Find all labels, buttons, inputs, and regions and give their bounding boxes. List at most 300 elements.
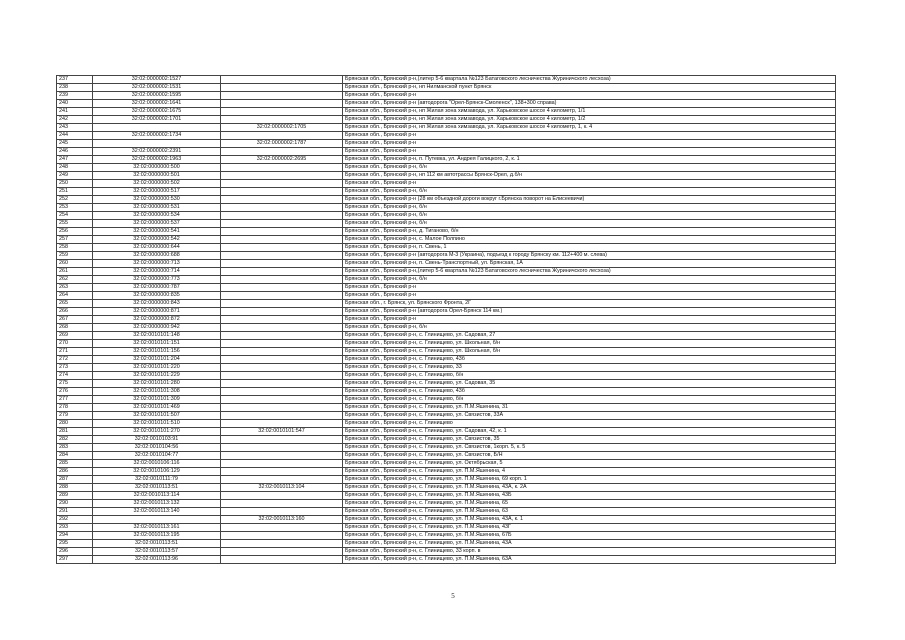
address-cell: Брянская обл., Брянский р-н, с. Глинищево, ул. П.М.Яшенина, 43А, к. 1 xyxy=(343,516,836,524)
table-row xyxy=(57,468,836,476)
cadastral-number-cell: 32:02:0010113:51 xyxy=(93,484,221,492)
table-row xyxy=(57,308,836,316)
row-number-cell: 258 xyxy=(57,244,93,252)
cadastral-number-cell: 32:02:0000000:530 xyxy=(93,196,221,204)
cadastral-number-cell: 32:02:0010113:57 xyxy=(93,548,221,556)
linked-cadastral-number-cell xyxy=(221,332,343,340)
linked-cadastral-number-cell xyxy=(221,260,343,268)
table-row xyxy=(57,124,836,132)
address-cell: Брянская обл., Брянский р-н, б/н xyxy=(343,212,836,220)
table-row xyxy=(57,316,836,324)
row-number-cell: 257 xyxy=(57,236,93,244)
table-row xyxy=(57,532,836,540)
cadastral-number-cell: 32:02:0010101:229 xyxy=(93,372,221,380)
table-row xyxy=(57,268,836,276)
cadastral-number-cell: 32:02:0010101:151 xyxy=(93,340,221,348)
address-cell: Брянская обл., Брянский р-н, с. Глинищево, 33 xyxy=(343,364,836,372)
cadastral-number-cell: 32:02:0000002:1595 xyxy=(93,92,221,100)
row-number-cell: 275 xyxy=(57,380,93,388)
table-row xyxy=(57,444,836,452)
row-number-cell: 285 xyxy=(57,460,93,468)
row-number-cell: 280 xyxy=(57,420,93,428)
table-row xyxy=(57,500,836,508)
row-number-cell: 262 xyxy=(57,276,93,284)
table-row xyxy=(57,172,836,180)
linked-cadastral-number-cell xyxy=(221,372,343,380)
address-cell: Брянская обл., Брянский р-н,(литер 5-6 квартала №123 Батаговского лесничества Журиничского лесхоза) xyxy=(343,76,836,84)
table-row xyxy=(57,84,836,92)
linked-cadastral-number-cell xyxy=(221,476,343,484)
address-cell: Брянская обл., Брянский р-н, с. Глинищево, б/н xyxy=(343,372,836,380)
cadastral-number-cell: 32:02:0010101:270 xyxy=(93,428,221,436)
address-cell: Брянская обл., Брянский р-н, п. Свень, 1 xyxy=(343,244,836,252)
cadastral-number-cell: 32:02:0000000:713 xyxy=(93,260,221,268)
row-number-cell: 272 xyxy=(57,356,93,364)
row-number-cell: 284 xyxy=(57,452,93,460)
linked-cadastral-number-cell xyxy=(221,268,343,276)
cadastral-number-cell: 32:02:0000002:2391 xyxy=(93,148,221,156)
address-cell: Брянская обл., Брянский р-н, нп Жилая зона химзавода, ул. Харьковское шоссе 4 километр, 1, к. 4 xyxy=(343,124,836,132)
table-row xyxy=(57,460,836,468)
row-number-cell: 287 xyxy=(57,476,93,484)
linked-cadastral-number-cell xyxy=(221,324,343,332)
row-number-cell: 286 xyxy=(57,468,93,476)
linked-cadastral-number-cell: 32:02:0010101:547 xyxy=(221,428,343,436)
address-cell: Брянская обл., Брянский р-н, с. Глинищево, ул. П.М.Яшенина, 43Б xyxy=(343,492,836,500)
address-cell: Брянская обл., Брянский р-н (автодорога Орел-Брянск 114 км.) xyxy=(343,308,836,316)
row-number-cell: 256 xyxy=(57,228,93,236)
linked-cadastral-number-cell xyxy=(221,220,343,228)
linked-cadastral-number-cell xyxy=(221,132,343,140)
address-cell: Брянская обл., Брянский р-н, с. Глинищево, ул. Связистов, 35 xyxy=(343,436,836,444)
cadastral-number-cell: 32:02:0000000:502 xyxy=(93,180,221,188)
address-cell: Брянская обл., Брянский р-н, с. Глинищево, ул. Связистов, Б/Н xyxy=(343,452,836,460)
cadastral-number-cell: 32:02:0010101:156 xyxy=(93,348,221,356)
registry-table-body xyxy=(57,76,836,564)
cadastral-number-cell: 32:02:0010106:129 xyxy=(93,468,221,476)
table-row xyxy=(57,516,836,524)
linked-cadastral-number-cell xyxy=(221,388,343,396)
linked-cadastral-number-cell xyxy=(221,404,343,412)
address-cell: Брянская обл., Брянский р-н, с. Глинищево, ул. Связистов, 33А xyxy=(343,412,836,420)
table-row xyxy=(57,212,836,220)
address-cell: Брянская обл., Брянский р-н, с. Глинищево, 43б xyxy=(343,356,836,364)
table-row xyxy=(57,524,836,532)
cadastral-number-cell: 32:02:0000000:843 xyxy=(93,300,221,308)
linked-cadastral-number-cell: 32:02:0000002:2695 xyxy=(221,156,343,164)
row-number-cell: 269 xyxy=(57,332,93,340)
table-row xyxy=(57,380,836,388)
linked-cadastral-number-cell xyxy=(221,500,343,508)
linked-cadastral-number-cell: 32:02:0000002:1787 xyxy=(221,140,343,148)
cadastral-number-cell: 32:02:0000002:1527 xyxy=(93,76,221,84)
linked-cadastral-number-cell xyxy=(221,396,343,404)
table-row xyxy=(57,148,836,156)
table-row xyxy=(57,372,836,380)
linked-cadastral-number-cell xyxy=(221,468,343,476)
linked-cadastral-number-cell xyxy=(221,212,343,220)
address-cell: Брянская обл., Брянский р-н, п. Путевка, ул. Андрея Галицкого, 2, к. 1 xyxy=(343,156,836,164)
cadastral-number-cell: 32:02:0000002:1734 xyxy=(93,132,221,140)
linked-cadastral-number-cell xyxy=(221,164,343,172)
cadastral-number-cell: 32:02:0010104:77 xyxy=(93,452,221,460)
address-cell: Брянская обл., Брянский р-н xyxy=(343,92,836,100)
linked-cadastral-number-cell: 32:02:0010113:160 xyxy=(221,516,343,524)
linked-cadastral-number-cell xyxy=(221,316,343,324)
cadastral-number-cell: 32:02:0000000:942 xyxy=(93,324,221,332)
address-cell: Брянская обл., Брянский р-н (автодорога "Орел-Брянск-Смоленск", 138+300 справа) xyxy=(343,100,836,108)
linked-cadastral-number-cell xyxy=(221,532,343,540)
address-cell: Брянская обл., Брянский р-н,(литер 5-6 квартала №123 Батаговского лесничества Журиничского лесхоза) xyxy=(343,268,836,276)
table-row xyxy=(57,292,836,300)
table-row xyxy=(57,508,836,516)
table-row xyxy=(57,180,836,188)
table-row xyxy=(57,92,836,100)
address-cell: Брянская обл., Брянский р-н, с. Глинищево, 43б xyxy=(343,388,836,396)
row-number-cell: 290 xyxy=(57,500,93,508)
linked-cadastral-number-cell xyxy=(221,436,343,444)
table-row xyxy=(57,132,836,140)
cadastral-number-cell: 32:02:0000000:835 xyxy=(93,292,221,300)
address-cell: Брянская обл., Брянский р-н, д. Тиганово, б/н xyxy=(343,228,836,236)
linked-cadastral-number-cell xyxy=(221,244,343,252)
table-row xyxy=(57,244,836,252)
linked-cadastral-number-cell xyxy=(221,308,343,316)
table-row xyxy=(57,452,836,460)
linked-cadastral-number-cell xyxy=(221,148,343,156)
row-number-cell: 248 xyxy=(57,164,93,172)
address-cell: Брянская обл., Брянский р-н, б/н xyxy=(343,324,836,332)
row-number-cell: 261 xyxy=(57,268,93,276)
cadastral-number-cell: 32:02:0010113:51 xyxy=(93,540,221,548)
row-number-cell: 249 xyxy=(57,172,93,180)
table-row xyxy=(57,324,836,332)
row-number-cell: 296 xyxy=(57,548,93,556)
table-row xyxy=(57,420,836,428)
address-cell: Брянская обл., Брянский р-н (автодорога М-3 (Украина), подъезд к городу Брянску км. 112+400 м. слева) xyxy=(343,252,836,260)
table-row xyxy=(57,260,836,268)
table-row xyxy=(57,436,836,444)
address-cell: Брянская обл., Брянский р-н, нп 112 км автотрассы Брянск-Орел, д.б/н xyxy=(343,172,836,180)
cadastral-number-cell: 32:02:0000000:871 xyxy=(93,308,221,316)
address-cell: Брянская обл., Брянский р-н, б/н xyxy=(343,164,836,172)
table-row xyxy=(57,348,836,356)
address-cell: Брянская обл., Брянский р-н, с. Глинищево, ул. П.М.Яшенина, 31 xyxy=(343,404,836,412)
cadastral-number-cell: 32:02:0010113:114 xyxy=(93,492,221,500)
cadastral-number-cell: 32:02:0010113:161 xyxy=(93,524,221,532)
row-number-cell: 292 xyxy=(57,516,93,524)
row-number-cell: 283 xyxy=(57,444,93,452)
table-row xyxy=(57,276,836,284)
table-row xyxy=(57,236,836,244)
linked-cadastral-number-cell xyxy=(221,84,343,92)
linked-cadastral-number-cell xyxy=(221,356,343,364)
row-number-cell: 247 xyxy=(57,156,93,164)
linked-cadastral-number-cell xyxy=(221,444,343,452)
address-cell: Брянская обл., Брянский р-н, с. Глинищево, ул. П.М.Яшенина, 63А xyxy=(343,556,836,564)
linked-cadastral-number-cell xyxy=(221,548,343,556)
cadastral-number-cell: 32:02:0010101:280 xyxy=(93,380,221,388)
cadastral-number-cell: 32:02:0010103:91 xyxy=(93,436,221,444)
row-number-cell: 246 xyxy=(57,148,93,156)
row-number-cell: 268 xyxy=(57,324,93,332)
row-number-cell: 243 xyxy=(57,124,93,132)
linked-cadastral-number-cell xyxy=(221,204,343,212)
row-number-cell: 237 xyxy=(57,76,93,84)
cadastral-number-cell: 32:02:0010113:132 xyxy=(93,500,221,508)
address-cell: Брянская обл., Брянский р-н, с. Глинищево, ул. П.М.Яшенина, 67Б xyxy=(343,532,836,540)
linked-cadastral-number-cell xyxy=(221,276,343,284)
row-number-cell: 242 xyxy=(57,116,93,124)
linked-cadastral-number-cell xyxy=(221,116,343,124)
row-number-cell: 267 xyxy=(57,316,93,324)
linked-cadastral-number-cell xyxy=(221,556,343,564)
address-cell: Брянская обл., Брянский р-н, с. Глинищево xyxy=(343,420,836,428)
address-cell: Брянская обл., Брянский р-н, с. Глинищево, ул. П.М.Яшенина, 69 корп. 1 xyxy=(343,476,836,484)
address-cell: Брянская обл., Брянский р-н xyxy=(343,148,836,156)
cadastral-number-cell: 32:02:0000000:541 xyxy=(93,228,221,236)
row-number-cell: 266 xyxy=(57,308,93,316)
row-number-cell: 240 xyxy=(57,100,93,108)
row-number-cell: 281 xyxy=(57,428,93,436)
address-cell: Брянская обл., Брянский р-н, с. Глинищево, б/н xyxy=(343,396,836,404)
row-number-cell: 245 xyxy=(57,140,93,148)
row-number-cell: 297 xyxy=(57,556,93,564)
linked-cadastral-number-cell xyxy=(221,284,343,292)
cadastral-number-cell: 32:02:0000000:517 xyxy=(93,188,221,196)
table-row xyxy=(57,228,836,236)
address-cell: Брянская обл., Брянский р-н, нп Жилая зона химзавода, ул. Харьковское шоссе 4 километр, 1/2 xyxy=(343,116,836,124)
page-number: 5 xyxy=(451,592,455,600)
address-cell: Брянская обл., Брянский р-н, с. Глинищево, ул. Садовая, 42, к. 1 xyxy=(343,428,836,436)
table-row xyxy=(57,340,836,348)
table-row xyxy=(57,76,836,84)
cadastral-number-cell: 32:02:0010101:308 xyxy=(93,388,221,396)
linked-cadastral-number-cell xyxy=(221,252,343,260)
cadastral-number-cell: 32:02:0010101:220 xyxy=(93,364,221,372)
row-number-cell: 251 xyxy=(57,188,93,196)
table-row xyxy=(57,220,836,228)
address-cell: Брянская обл., Брянский р-н, с. Глинищево, ул. П.М.Яшенина, 63 xyxy=(343,508,836,516)
address-cell: Брянская обл., Брянский р-н, б/н xyxy=(343,204,836,212)
table-row xyxy=(57,252,836,260)
row-number-cell: 254 xyxy=(57,212,93,220)
table-row xyxy=(57,164,836,172)
row-number-cell: 260 xyxy=(57,260,93,268)
row-number-cell: 277 xyxy=(57,396,93,404)
row-number-cell: 238 xyxy=(57,84,93,92)
row-number-cell: 250 xyxy=(57,180,93,188)
address-cell: Брянская обл., Брянский р-н xyxy=(343,140,836,148)
linked-cadastral-number-cell xyxy=(221,452,343,460)
cadastral-number-cell: 32:02:0010101:469 xyxy=(93,404,221,412)
linked-cadastral-number-cell xyxy=(221,524,343,532)
cadastral-number-cell: 32:02:0000000:714 xyxy=(93,268,221,276)
linked-cadastral-number-cell xyxy=(221,340,343,348)
address-cell: Брянская обл., Брянский р-н, с. Глинищево, ул. П.М.Яшенина, 43А xyxy=(343,540,836,548)
row-number-cell: 241 xyxy=(57,108,93,116)
cadastral-number-cell: 32:02:0000000:501 xyxy=(93,172,221,180)
table-row xyxy=(57,188,836,196)
linked-cadastral-number-cell xyxy=(221,492,343,500)
linked-cadastral-number-cell xyxy=(221,420,343,428)
address-cell: Брянская обл., г. Брянск, ул. Брянского Фронта, 2Г xyxy=(343,300,836,308)
table-row xyxy=(57,196,836,204)
table-row xyxy=(57,108,836,116)
cadastral-number-cell: 32:02:0010111:79 xyxy=(93,476,221,484)
linked-cadastral-number-cell xyxy=(221,292,343,300)
cadastral-number-cell xyxy=(93,140,221,148)
address-cell: Брянская обл., Брянский р-н, с. Глинищево, 33 корп. в xyxy=(343,548,836,556)
cadastral-number-cell: 32:02:0000000:542 xyxy=(93,236,221,244)
linked-cadastral-number-cell xyxy=(221,172,343,180)
cadastral-number-cell: 32:02:0000002:1531 xyxy=(93,84,221,92)
table-row xyxy=(57,484,836,492)
row-number-cell: 289 xyxy=(57,492,93,500)
table-row xyxy=(57,332,836,340)
address-cell: Брянская обл., Брянский р-н, с. Глинищево, ул. П.М.Яшенина, 43Г xyxy=(343,524,836,532)
cadastral-number-cell: 32:02:0010101:148 xyxy=(93,332,221,340)
row-number-cell: 294 xyxy=(57,532,93,540)
cadastral-number-cell: 32:02:0000002:1963 xyxy=(93,156,221,164)
row-number-cell: 252 xyxy=(57,196,93,204)
address-cell: Брянская обл., Брянский р-н, с. Глинищево, ул. П.М.Яшенина, 43А, к. 2А xyxy=(343,484,836,492)
address-cell: Брянская обл., Брянский р-н, б/н xyxy=(343,188,836,196)
table-row xyxy=(57,540,836,548)
table-row xyxy=(57,548,836,556)
address-cell: Брянская обл., Брянский р-н, с. Глинищево, ул. Школьная, б/н xyxy=(343,348,836,356)
table-row xyxy=(57,356,836,364)
linked-cadastral-number-cell xyxy=(221,540,343,548)
row-number-cell: 293 xyxy=(57,524,93,532)
linked-cadastral-number-cell xyxy=(221,364,343,372)
row-number-cell: 253 xyxy=(57,204,93,212)
address-cell: Брянская обл., Брянский р-н, с. Глинищево, ул. П.М.Яшенина, 4 xyxy=(343,468,836,476)
table-row xyxy=(57,428,836,436)
cadastral-number-cell: 32:02:0010113:96 xyxy=(93,556,221,564)
cadastral-number-cell: 32:02:0000000:500 xyxy=(93,164,221,172)
row-number-cell: 274 xyxy=(57,372,93,380)
table-row xyxy=(57,284,836,292)
cadastral-number-cell: 32:02:0000002:1701 xyxy=(93,116,221,124)
row-number-cell: 276 xyxy=(57,388,93,396)
address-cell: Брянская обл., Брянский р-н, б/н xyxy=(343,220,836,228)
table-row xyxy=(57,100,836,108)
row-number-cell: 265 xyxy=(57,300,93,308)
cadastral-number-cell: 32:02:0010101:204 xyxy=(93,356,221,364)
cadastral-number-cell: 32:02:0000000:787 xyxy=(93,284,221,292)
row-number-cell: 264 xyxy=(57,292,93,300)
row-number-cell: 255 xyxy=(57,220,93,228)
cadastral-number-cell: 32:02:0010101:507 xyxy=(93,412,221,420)
row-number-cell: 239 xyxy=(57,92,93,100)
cadastral-number-cell: 32:02:0010101:510 xyxy=(93,420,221,428)
table-row xyxy=(57,116,836,124)
linked-cadastral-number-cell xyxy=(221,508,343,516)
address-cell: Брянская обл., Брянский р-н xyxy=(343,180,836,188)
row-number-cell: 282 xyxy=(57,436,93,444)
table-row xyxy=(57,364,836,372)
registry-table xyxy=(56,75,836,564)
address-cell: Брянская обл., Брянский р-н, с. Глинищево, ул. Школьная, б/н xyxy=(343,340,836,348)
table-row xyxy=(57,556,836,564)
cadastral-number-cell: 32:02:0010106:116 xyxy=(93,460,221,468)
address-cell: Брянская обл., Брянский р-н xyxy=(343,316,836,324)
row-number-cell: 271 xyxy=(57,348,93,356)
table-row xyxy=(57,204,836,212)
cadastral-number-cell: 32:02:0010104:56 xyxy=(93,444,221,452)
cadastral-number-cell xyxy=(93,516,221,524)
table-row xyxy=(57,476,836,484)
row-number-cell: 259 xyxy=(57,252,93,260)
linked-cadastral-number-cell xyxy=(221,100,343,108)
address-cell: Брянская обл., Брянский р-н, с. Глинищево, ул. Октябрьская, 5 xyxy=(343,460,836,468)
address-cell: Брянская обл., Брянский р-н, п. Свень-Транспортный, ул. Брянская, 1А xyxy=(343,260,836,268)
address-cell: Брянская обл., Брянский р-н, с. Малое Полпино xyxy=(343,236,836,244)
cadastral-number-cell: 32:02:0000000:534 xyxy=(93,212,221,220)
row-number-cell: 295 xyxy=(57,540,93,548)
linked-cadastral-number-cell xyxy=(221,188,343,196)
linked-cadastral-number-cell xyxy=(221,412,343,420)
row-number-cell: 263 xyxy=(57,284,93,292)
cadastral-number-cell: 32:02:0000002:1641 xyxy=(93,100,221,108)
address-cell: Брянская обл., Брянский р-н, б/н xyxy=(343,276,836,284)
cadastral-number-cell: 32:02:0010113:140 xyxy=(93,508,221,516)
linked-cadastral-number-cell xyxy=(221,348,343,356)
address-cell: Брянская обл., Брянский р-н, нп Жилая зона химзавода, ул. Харьковское шоссе 4 километр, 1/1 xyxy=(343,108,836,116)
table-row xyxy=(57,396,836,404)
row-number-cell: 279 xyxy=(57,412,93,420)
address-cell: Брянская обл., Брянский р-н xyxy=(343,132,836,140)
linked-cadastral-number-cell xyxy=(221,76,343,84)
table-row xyxy=(57,412,836,420)
table-row xyxy=(57,404,836,412)
cadastral-number-cell: 32:02:0000000:872 xyxy=(93,316,221,324)
cadastral-number-cell: 32:02:0000002:1675 xyxy=(93,108,221,116)
address-cell: Брянская обл., Брянский р-н xyxy=(343,292,836,300)
linked-cadastral-number-cell: 32:02:0010113:104 xyxy=(221,484,343,492)
linked-cadastral-number-cell xyxy=(221,300,343,308)
row-number-cell: 288 xyxy=(57,484,93,492)
linked-cadastral-number-cell xyxy=(221,92,343,100)
row-number-cell: 270 xyxy=(57,340,93,348)
address-cell: Брянская обл., Брянский р-н (28 км объездной дороги вокруг г.Брянска поворот на Елисеевичи) xyxy=(343,196,836,204)
table-row xyxy=(57,156,836,164)
row-number-cell: 291 xyxy=(57,508,93,516)
table-row xyxy=(57,388,836,396)
row-number-cell: 273 xyxy=(57,364,93,372)
cadastral-number-cell: 32:02:0000000:537 xyxy=(93,220,221,228)
linked-cadastral-number-cell: 32:02:0000002:1705 xyxy=(221,124,343,132)
cadastral-number-cell: 32:02:0000000:688 xyxy=(93,252,221,260)
cadastral-number-cell: 32:02:0010113:195 xyxy=(93,532,221,540)
cadastral-number-cell: 32:02:0000000:531 xyxy=(93,204,221,212)
table-row xyxy=(57,492,836,500)
linked-cadastral-number-cell xyxy=(221,236,343,244)
address-cell: Брянская обл., Брянский р-н xyxy=(343,284,836,292)
linked-cadastral-number-cell xyxy=(221,180,343,188)
address-cell: Брянская обл., Брянский р-н, с. Глинищево, ул. Садовая, 35 xyxy=(343,380,836,388)
address-cell: Брянская обл., Брянский р-н, с. Глинищево, ул. Связистов, 1корп. 5, к. 5 xyxy=(343,444,836,452)
address-cell: Брянская обл., Брянский р-н, с. Глинищево, ул. Садовая, 27 xyxy=(343,332,836,340)
row-number-cell: 244 xyxy=(57,132,93,140)
cadastral-number-cell: 32:02:0010101:309 xyxy=(93,396,221,404)
cadastral-number-cell: 32:02:0000000:773 xyxy=(93,276,221,284)
table-row xyxy=(57,140,836,148)
row-number-cell: 278 xyxy=(57,404,93,412)
linked-cadastral-number-cell xyxy=(221,460,343,468)
linked-cadastral-number-cell xyxy=(221,380,343,388)
